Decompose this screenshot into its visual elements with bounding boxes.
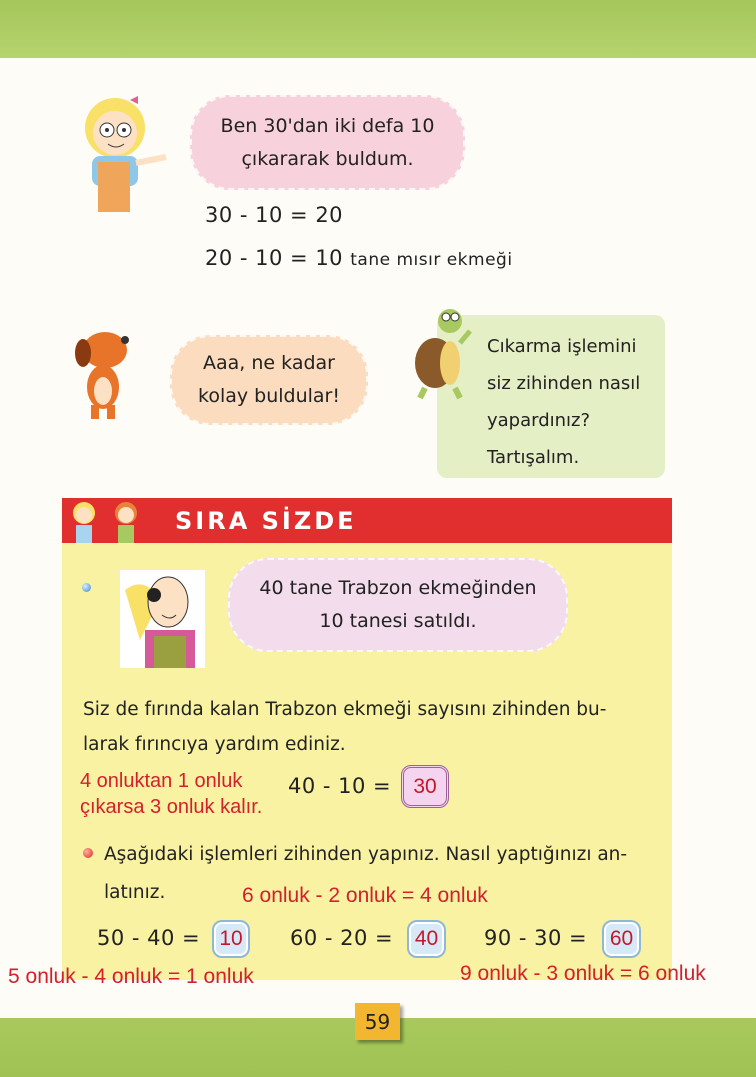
dog-speech-bubble [170, 335, 368, 425]
red-bullet-icon [83, 848, 93, 858]
girl-speech-bubble [190, 95, 465, 190]
bubble-text: 10 tanesi satıldı. [319, 610, 477, 632]
question-line: Cıkarma işlemini [487, 336, 637, 357]
task-line: latınız. [104, 882, 166, 903]
note-line: 4 onluktan 1 onluk [80, 770, 243, 792]
blue-bullet-icon [82, 583, 91, 592]
task-line: Aşağıdaki işlemleri zihinden yapınız. Nasıl yaptığınızı an- [104, 844, 628, 865]
bubble-text: Aaa, ne kadar [203, 352, 335, 374]
task-line: Siz de fırında kalan Trabzon ekmeği sayısını zihinden bu- [83, 699, 607, 720]
kids-icon [66, 497, 156, 545]
handwritten-note-3: 5 onluk - 4 onluk = 1 onluk [8, 965, 254, 988]
handwritten-note-1 [80, 768, 262, 820]
equation-text: 20 - 10 = 10 [205, 246, 344, 270]
section-title: SIRA SİZDE [175, 507, 357, 535]
top-band [0, 0, 756, 58]
bubble-text: 40 tane Trabzon ekmeğinden [259, 577, 537, 599]
exercise-1-answer-box[interactable]: 10 [212, 920, 250, 958]
note-line: çıkarsa 3 onluk kalır. [80, 796, 263, 818]
exercise-1-expression: 50 - 40 = [97, 926, 201, 950]
turtle-illustration-icon [410, 303, 480, 403]
turtle-question-text [487, 328, 640, 476]
handwritten-note-4: 9 onluk - 3 onluk = 6 onluk [460, 962, 706, 985]
exercise-3-expression: 90 - 30 = [484, 926, 588, 950]
equation-suffix: tane mısır ekmeği [350, 250, 513, 270]
bubble-text: Ben 30'dan iki defa 10 [220, 114, 435, 137]
task-1-text [83, 692, 606, 762]
baker-speech-bubble [228, 558, 568, 652]
handwritten-note-2: 6 onluk - 2 onluk = 4 onluk [242, 884, 488, 907]
question-line: siz zihinden nasıl [487, 373, 641, 394]
girl-illustration-icon [70, 88, 170, 213]
task-line: larak fırıncıya yardım ediniz. [83, 734, 346, 755]
bubble-text: çıkararak buldum. [241, 147, 414, 170]
page-number: 59 [355, 1003, 400, 1040]
question-line: Tartışalım. [487, 447, 580, 468]
exercise-2-expression: 60 - 20 = [290, 926, 394, 950]
exercise-3-answer-box[interactable]: 60 [602, 920, 641, 958]
question-line: yapardınız? [487, 410, 591, 431]
equation-1: 30 - 10 = 20 [205, 203, 344, 227]
example-expression: 40 - 10 = [288, 774, 392, 798]
dog-illustration-icon [65, 325, 140, 420]
baker-illustration-icon [120, 570, 205, 668]
equation-2 [205, 246, 513, 270]
bubble-text: kolay buldular! [198, 385, 340, 407]
exercise-2-answer-box[interactable]: 40 [407, 920, 446, 958]
example-answer-box[interactable]: 30 [401, 765, 449, 808]
